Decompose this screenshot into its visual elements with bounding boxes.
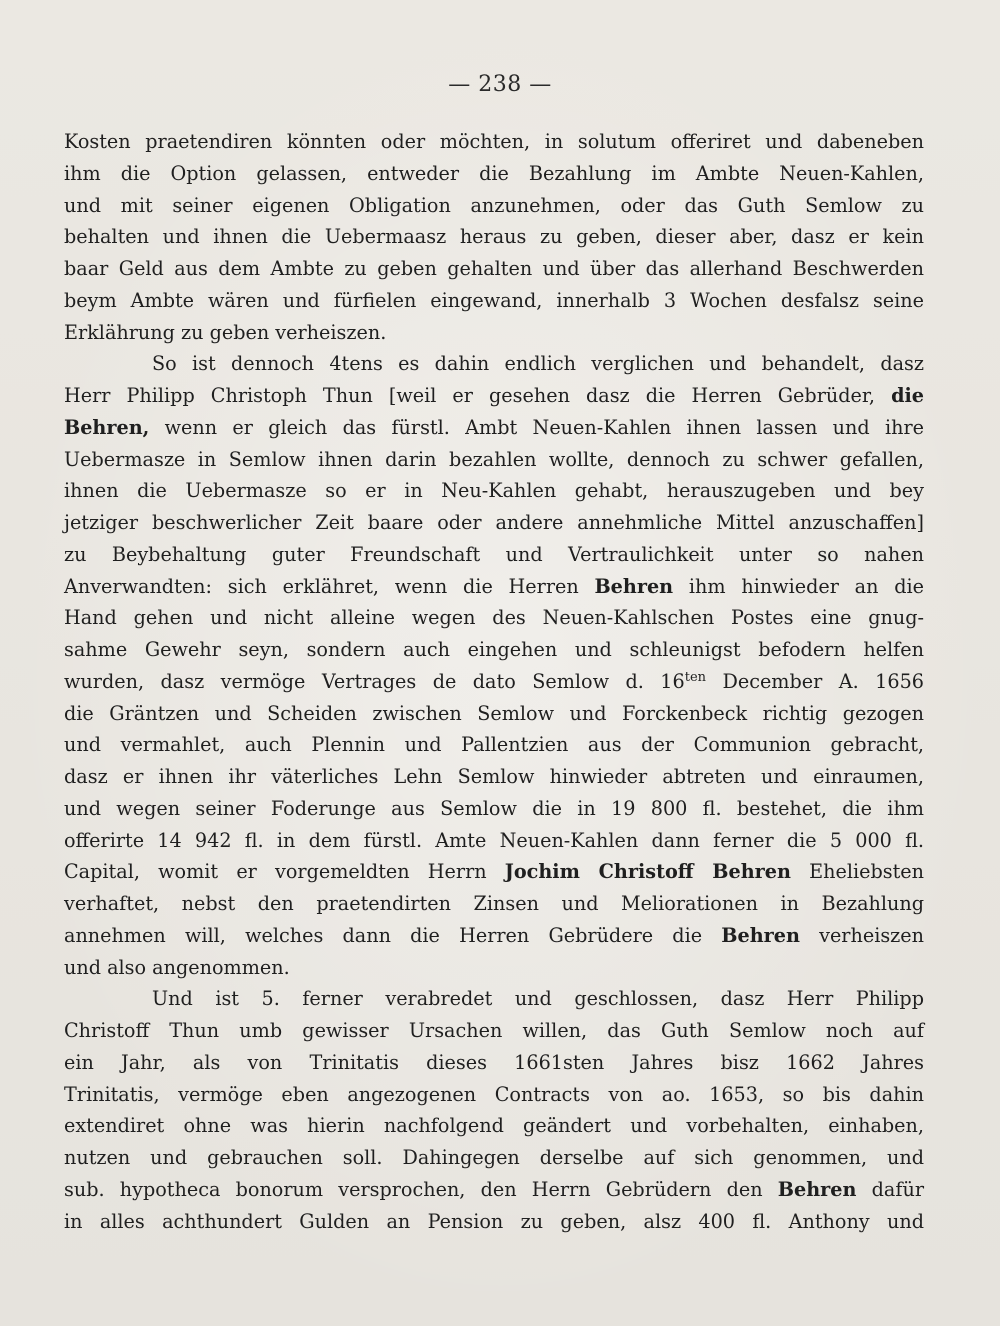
text-line: und wegen seiner Foderunge aus Semlow die in 19 800 fl. bestehet, die ihm bbox=[64, 796, 924, 820]
text-line: offerirte 14 942 fl. in dem fürstl. Amte Neuen-Kahlen dann ferner die 5 000 fl. bbox=[64, 828, 924, 852]
text-segment: sub. hypotheca bonorum versprochen, den Herrn Gebrüdern den bbox=[64, 1177, 778, 1201]
page-number: — 238 — bbox=[448, 72, 552, 97]
text-line: Hand gehen und nicht alleine wegen des Neuen-Kahlschen Postes eine gnug- bbox=[64, 606, 924, 630]
text-line: und mit seiner eigenen Obligation anzunehmen, oder das Guth Semlow zu bbox=[64, 193, 924, 217]
bold-text-segment: Behren bbox=[594, 574, 674, 598]
text-line: ihnen die Uebermasze so er in Neu-Kahlen gehabt, herauszugeben und bey bbox=[64, 479, 924, 503]
text-segment: Eheliebsten bbox=[790, 860, 925, 884]
text-segment: Anverwandten: sich erklähret, wenn die Herren bbox=[64, 574, 595, 598]
text-line: baar Geld aus dem Ambte zu geben gehalten und über das allerhand Beschwerden bbox=[64, 257, 924, 280]
text-line: verhaftet, nebst den praetendirten Zinsen und Meliorationen in Bezahlung bbox=[64, 892, 924, 915]
text-line: Trinitatis, vermöge eben angezogenen Contracts von ao. 1653, so bis dahin bbox=[64, 1082, 924, 1106]
superscript: ten bbox=[684, 669, 707, 685]
bold-text-segment: Jochim Christoff Behren bbox=[504, 860, 791, 884]
text-line: nutzen und gebrauchen soll. Dahingegen derselbe auf sich genommen, und bbox=[64, 1146, 924, 1169]
text-segment: ihm hinwieder an die bbox=[673, 574, 925, 598]
text-line bbox=[64, 1174, 924, 1206]
text-line: Christoff Thun umb gewisser Ursachen willen, das Guth Semlow noch auf bbox=[64, 1019, 924, 1042]
text-segment: Capital, womit er vorgemeldten Herrn bbox=[64, 860, 505, 884]
bold-text-segment: Behren bbox=[777, 1177, 857, 1201]
text-line: jetziger beschwerlicher Zeit baare oder andere annehmliche Mittel anzuschaffen] bbox=[64, 511, 924, 534]
text-line: ein Jahr, als von Trinitatis dieses 1661sten Jahres bisz 1662 Jahres bbox=[64, 1050, 924, 1074]
text-segment: December A. 1656 bbox=[706, 669, 924, 693]
text-line: die Gräntzen und Scheiden zwischen Semlow und Forckenbeck richtig gezogen bbox=[64, 701, 924, 725]
body-text bbox=[64, 126, 924, 1237]
bold-text-segment: die bbox=[891, 384, 924, 407]
text-line bbox=[64, 856, 924, 888]
text-line bbox=[64, 920, 924, 952]
text-line bbox=[64, 666, 924, 698]
text-line: und also angenommen. bbox=[64, 955, 290, 979]
text-segment: annehmen will, welches dann die Herren Gebrüdere die bbox=[64, 923, 722, 947]
text-line bbox=[64, 380, 924, 412]
text-line: Kosten praetendiren könnten oder möchten, in solutum offeriret und dabeneben bbox=[64, 130, 924, 153]
text-line: Erklährung zu geben verheiszen. bbox=[64, 320, 387, 344]
bold-text-segment: Behren, bbox=[64, 415, 150, 439]
text-line: So ist dennoch 4tens es dahin endlich verglichen und behandelt, dasz bbox=[152, 352, 924, 376]
text-line bbox=[64, 412, 924, 444]
text-line: sahme Gewehr seyn, sondern auch eingehen und schleunigst befodern helfen bbox=[64, 638, 924, 661]
text-segment: wurden, dasz vermöge Vertrages de dato Semlow d. 16 bbox=[64, 669, 685, 693]
text-segment: wenn er gleich das fürstl. Ambt Neuen-Kahlen ihnen lassen und ihre bbox=[149, 415, 924, 439]
bold-text-segment: Behren bbox=[721, 923, 800, 947]
text-line: Und ist 5. ferner verabredet und geschlossen, dasz Herr Philipp bbox=[152, 987, 924, 1011]
text-segment: dafür bbox=[856, 1177, 924, 1201]
text-line: ihm die Option gelassen, entweder die Bezahlung im Ambte Neuen-Kahlen, bbox=[64, 161, 924, 185]
text-line: dasz er ihnen ihr väterliches Lehn Semlow hinwieder abtreten und einraumen, bbox=[64, 765, 924, 788]
text-line bbox=[64, 571, 924, 603]
text-line: und vermahlet, auch Plennin und Pallentzien aus der Communion gebracht, bbox=[64, 733, 924, 757]
text-segment: Herr Philipp Christoph Thun [weil er gesehen dasz die Herren Gebrüder, bbox=[64, 384, 892, 407]
text-line: behalten und ihnen die Uebermaasz heraus zu geben, dieser aber, dasz er kein bbox=[64, 225, 924, 249]
text-line: Uebermasze in Semlow ihnen darin bezahlen wollte, dennoch zu schwer gefallen, bbox=[64, 447, 924, 471]
text-line: extendiret ohne was hierin nachfolgend geändert und vorbehalten, einhaben, bbox=[64, 1114, 924, 1138]
text-line: beym Ambte wären und fürfielen eingewand, innerhalb 3 Wochen desfalsz seine bbox=[64, 288, 924, 312]
text-line: in alles achthundert Gulden an Pension zu geben, alsz 400 fl. Anthony und bbox=[64, 1209, 924, 1233]
text-line: zu Beybehaltung guter Freundschaft und Vertraulichkeit unter so nahen bbox=[64, 542, 924, 566]
text-segment: verheiszen bbox=[799, 923, 924, 947]
